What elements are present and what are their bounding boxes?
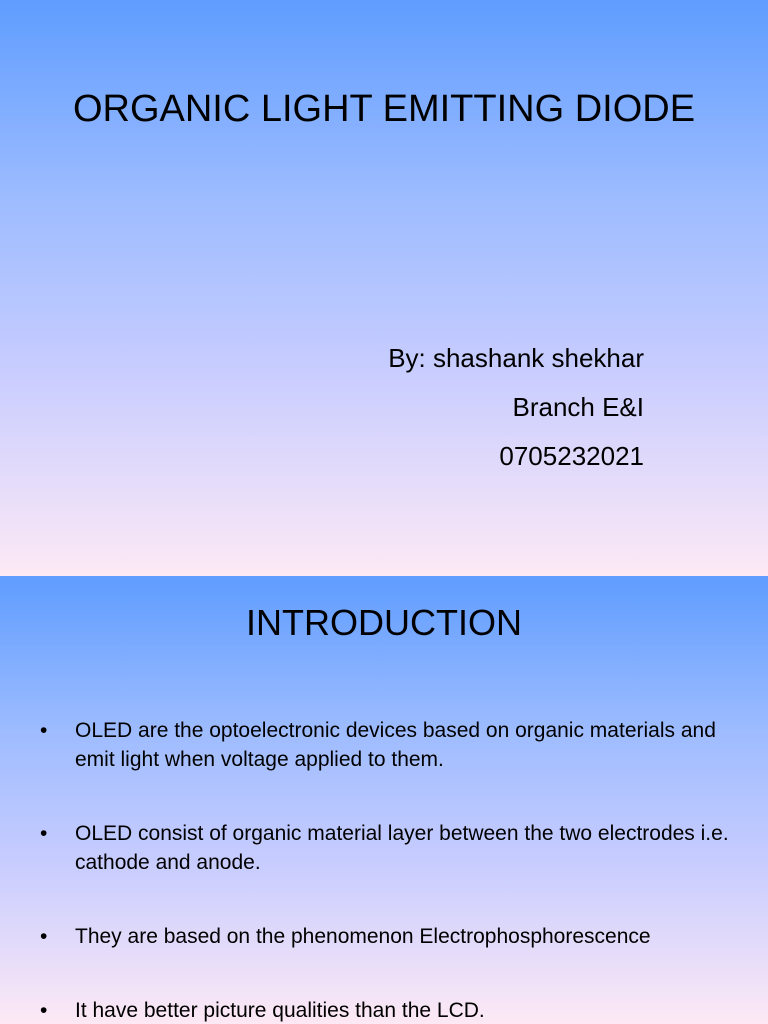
list-item <box>40 996 740 1024</box>
bullet-text: OLED are the optoelectronic devices based on organic materials and emit light when voltage applied to them. <box>75 719 716 771</box>
bullet-text: OLED consist of organic material layer between the two electrodes i.e. cathode and anode. <box>75 822 729 874</box>
author-name: By: shashank shekhar <box>388 343 644 373</box>
bullet-icon: • <box>40 822 48 845</box>
bullet-list <box>40 716 740 1024</box>
slide-title: INTRODUCTION <box>246 602 522 643</box>
presentation-title: ORGANIC LIGHT EMITTING DIODE <box>72 88 696 130</box>
author-info <box>388 334 644 481</box>
list-item <box>40 819 740 877</box>
list-item <box>40 716 740 774</box>
bullet-icon: • <box>40 925 48 948</box>
bullet-text: They are based on the phenomenon Electrophosphorescence <box>75 925 651 948</box>
list-item <box>40 922 740 951</box>
author-roll-number: 0705232021 <box>499 441 644 471</box>
author-branch: Branch E&I <box>512 392 644 422</box>
bullet-text: It have better picture qualities than the LCD. <box>75 999 485 1022</box>
bullet-icon: • <box>40 719 48 742</box>
bullet-icon: • <box>40 999 48 1022</box>
introduction-slide <box>0 576 768 1024</box>
